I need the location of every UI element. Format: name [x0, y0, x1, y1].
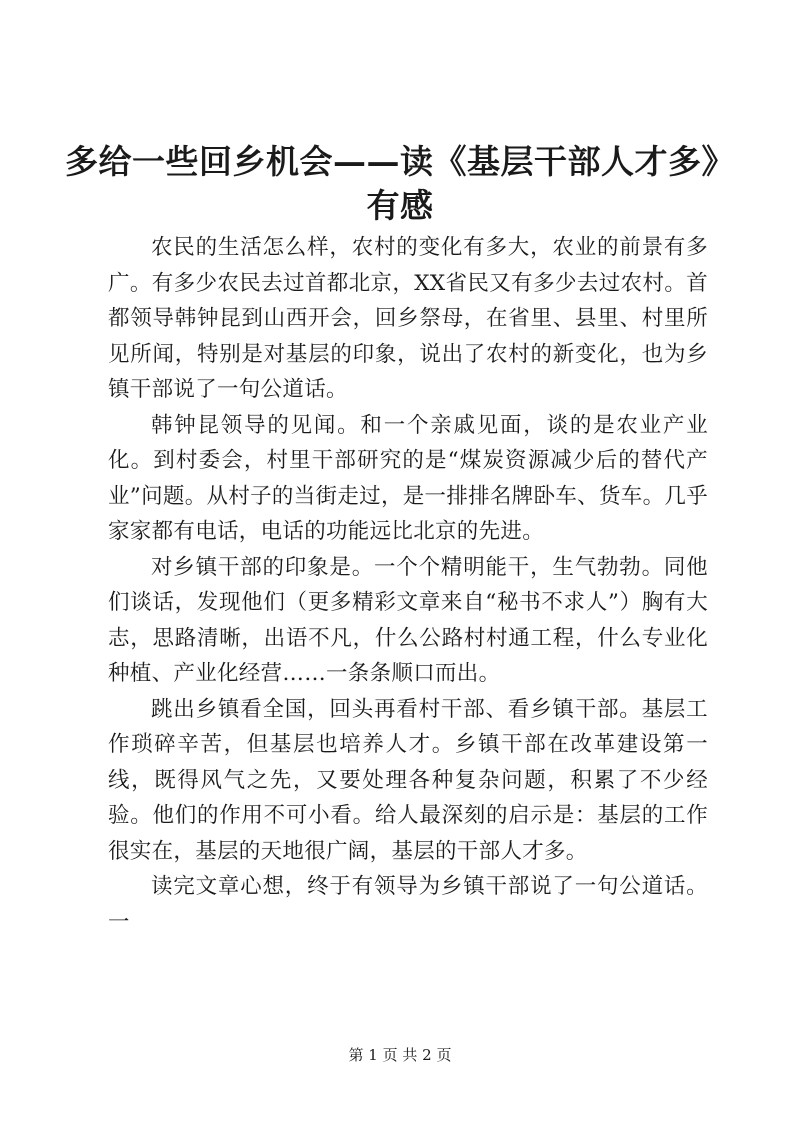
title-line-2: 有感 — [366, 186, 434, 225]
paragraph-4: 跳出乡镇看全国，回头再看村干部、看乡镇干部。基层工作琐碎辛苦，但基层也培养人才。乡镇干部在改革建设第一线，既得风气之先，又要处理各种复杂问题，积累了不少经验。他们的作用不可小看。给人最深刻的启示是：基层的工作很实在，基层的天地很广阔，基层的干部人才多。 — [108, 696, 708, 864]
paragraph-2: 韩钟昆领导的见闻。和一个亲戚见面，谈的是农业产业化。到村委会，村里干部研究的是“煤炭资源减少后的替代产业”问题。从村子的当街走过，是一排排名牌卧车、货车。几乎家家都有电话，电话的功能远比北京的先进。 — [108, 412, 708, 544]
paragraph-3: 对乡镇干部的印象是。一个个精明能干，生气勃勃。同他们谈话，发现他们（更多精彩文章来自“秘书不求人”）胸有大志，思路清晰，出语不凡，什么公路村村通工程，什么专业化种植、产业化经营……一条条顺口而出。 — [108, 554, 708, 686]
paragraph-1: 农民的生活怎么样，农村的变化有多大，农业的前景有多广。有多少农民去过首都北京，XX省民又有多少去过农村。首都领导韩钟昆到山西开会，回乡祭母，在省里、县里、村里所见所闻，特别是对基层的印象，说出了农村的新变化，也为乡镇干部说了一句公道话。 — [108, 235, 708, 402]
document-body — [108, 230, 708, 940]
paragraph-5: 读完文章心想，终于有领导为乡镇干部说了一句公道话。一 — [108, 874, 708, 935]
document-title — [60, 140, 740, 228]
page-footer: 第 1 页 共 2 页 — [348, 1046, 452, 1064]
title-line-1: 多给一些回乡机会——读《基层干部人才多》 — [65, 142, 735, 181]
